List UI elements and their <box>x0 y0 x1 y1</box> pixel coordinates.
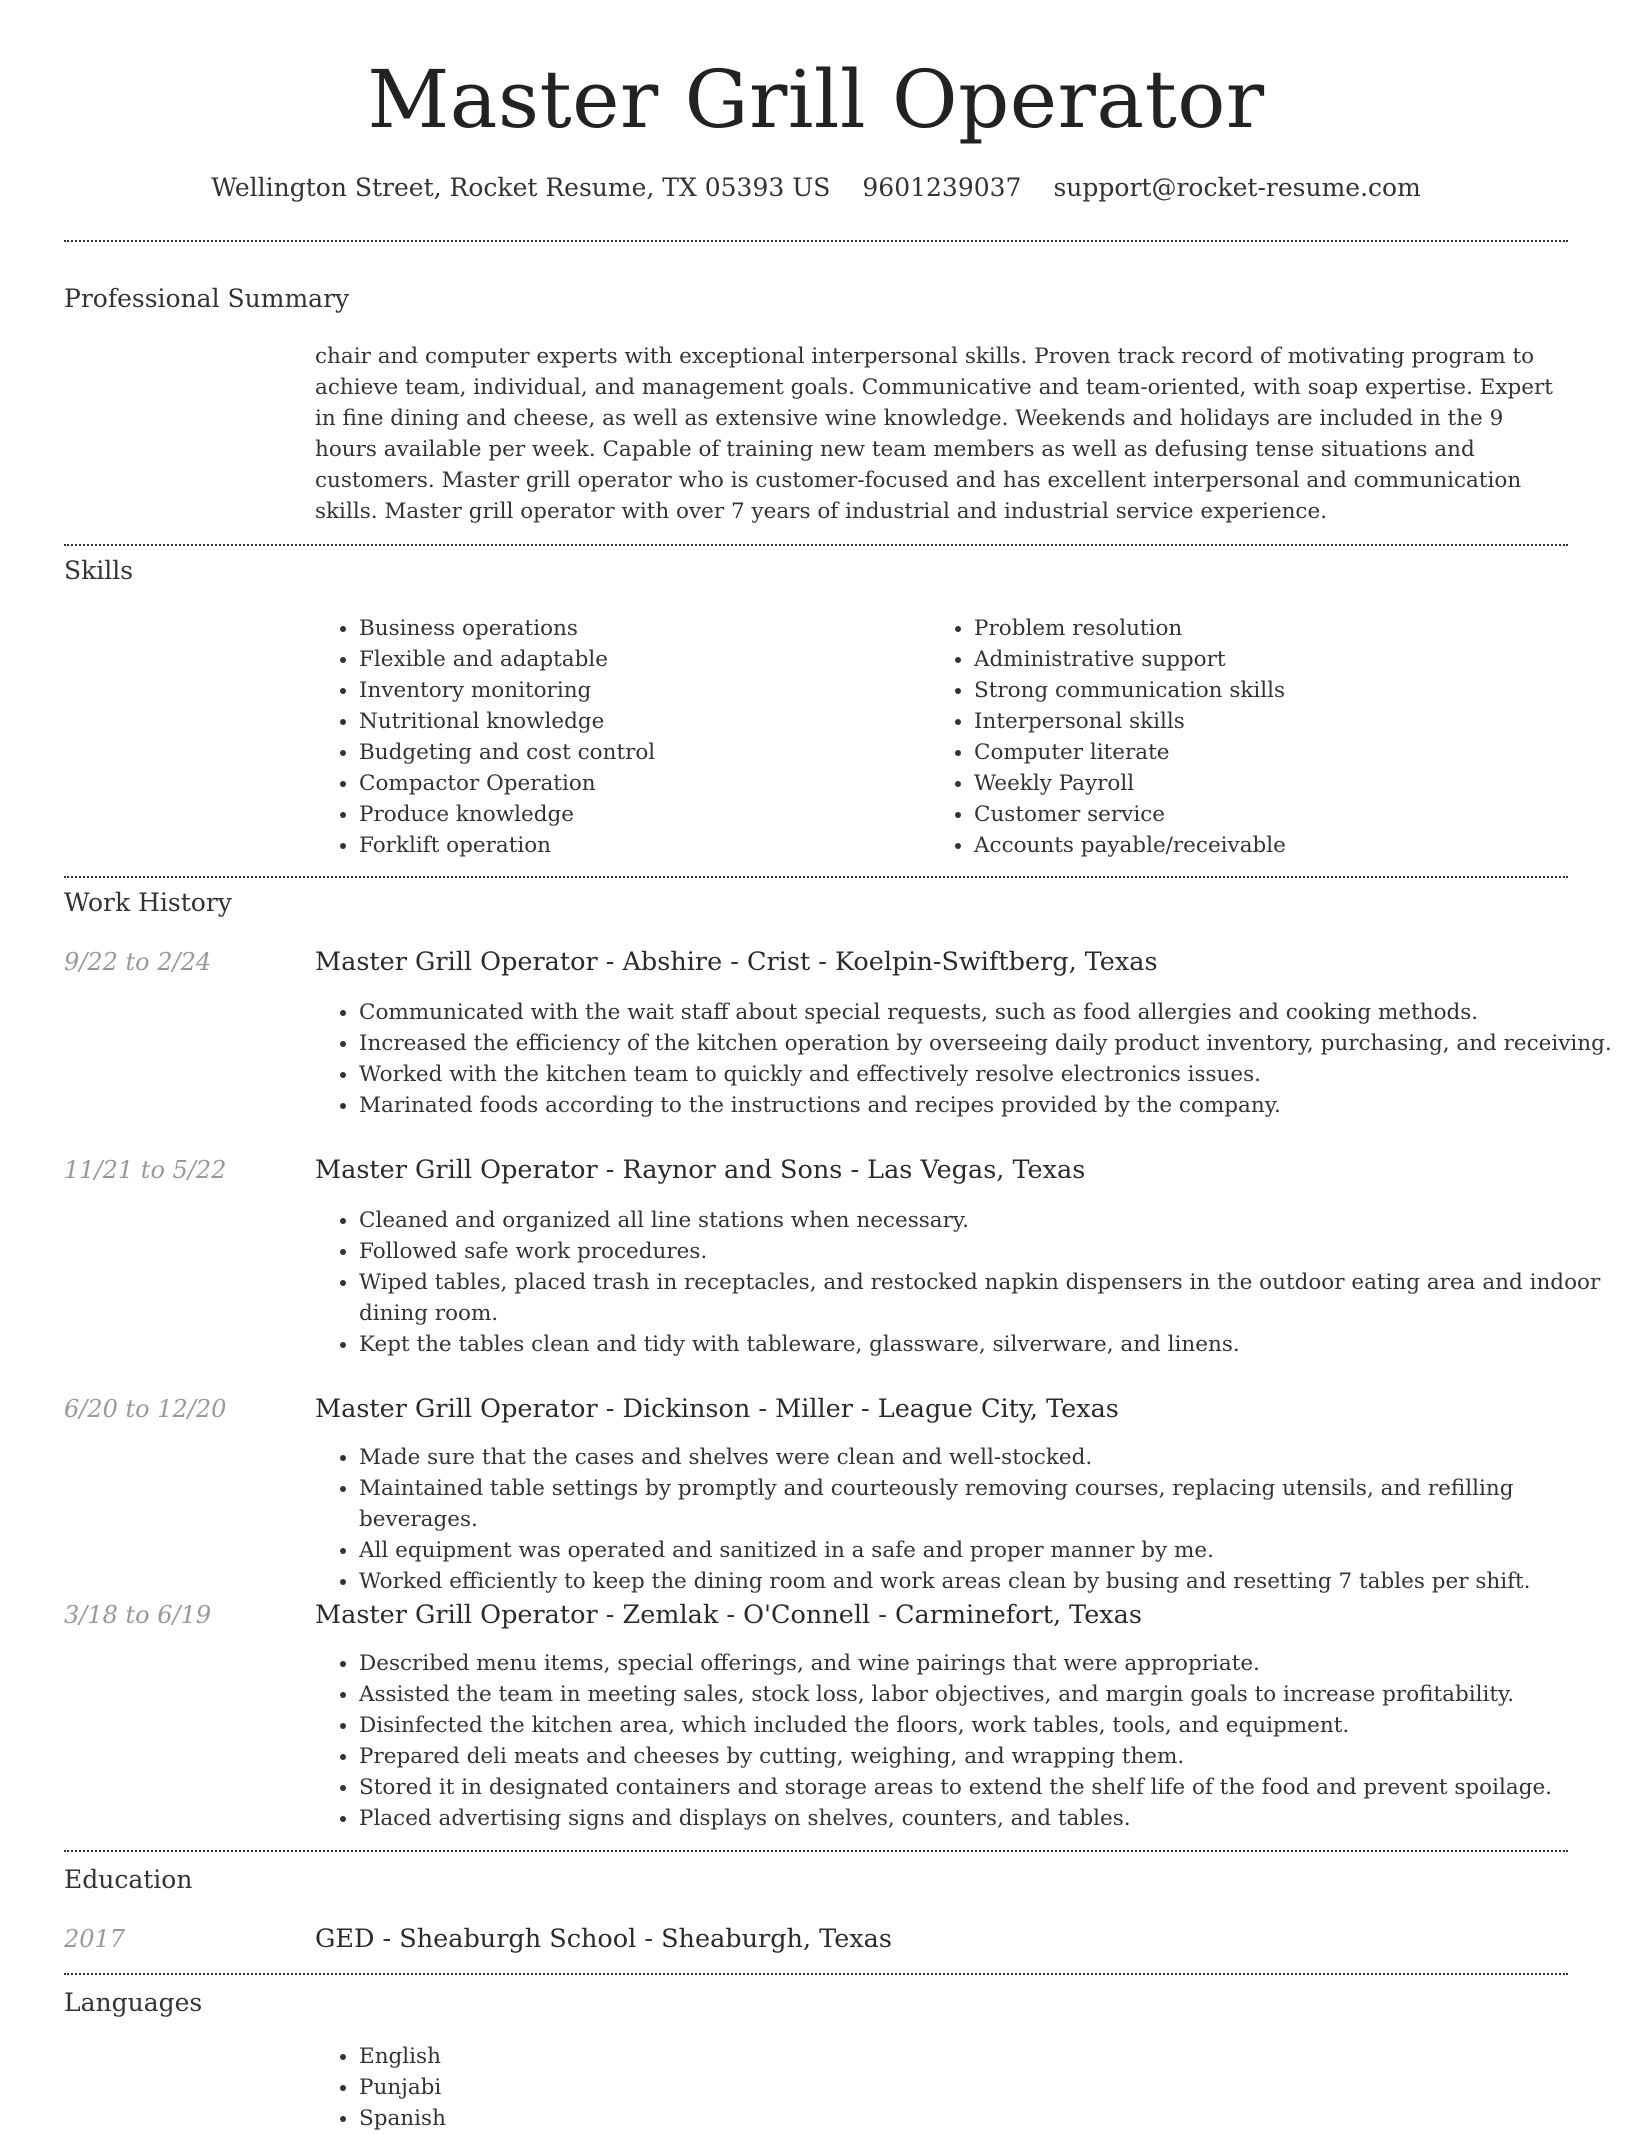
summary-text: chair and computer experts with exceptional interpersonal skills. Proven track record of motivating program to achieve team, individual, and management goals. Communicative and team-oriented, with soap expertise. Expert in fine dining and cheese, as well as extensive wine knowledge. Weekends and holidays are included in the 9 hours available per week. Capable of training new team members as well as defusing tense situations and customers. Master grill operator who is customer-focused and has excellent interpersonal and communication skills. Master grill operator with over 7 years of industrial and industrial service experience. <box>315 344 1553 524</box>
education-heading: Education <box>64 1865 193 1894</box>
skill-item: • Problem resolution <box>974 613 1574 644</box>
work-heading: Work History <box>64 888 232 917</box>
job-bullet: • Prepared deli meats and cheeses by cutting, weighing, and wrapping them. <box>359 1741 1619 1772</box>
education-entry: GED - Sheaburgh School - Sheaburgh, Texas <box>315 1924 892 1954</box>
job-title: Master Grill Operator - Zemlak - O'Connell - Carminefort, Texas <box>315 1600 1142 1630</box>
job-bullet: • Placed advertising signs and displays on shelves, counters, and tables. <box>359 1803 1619 1834</box>
job-bullet: • Worked efficiently to keep the dining room and work areas clean by busing and resetting 7 tables per shift. <box>359 1566 1619 1597</box>
job-bullet: • Stored it in designated containers and storage areas to extend the shelf life of the food and prevent spoilage. <box>359 1772 1619 1803</box>
skill-item: • Business operations <box>359 613 959 644</box>
job-bullet: • Communicated with the wait staff about special requests, such as food allergies and cooking methods. <box>359 997 1619 1028</box>
skills-heading: Skills <box>64 556 134 585</box>
job-bullet: • Increased the efficiency of the kitchen operation by overseeing daily product inventory, purchasing, and receiving. <box>359 1028 1619 1059</box>
job-bullets <box>315 1205 1619 1360</box>
language-item: • Spanish <box>359 2103 1619 2134</box>
skill-item: • Nutritional knowledge <box>359 706 959 737</box>
job-date: 3/18 to 6/19 <box>64 1601 212 1629</box>
skill-item: • Budgeting and cost control <box>359 737 959 768</box>
education-date: 2017 <box>64 1925 126 1953</box>
skill-item: • Produce knowledge <box>359 799 959 830</box>
job-bullet: • Cleaned and organized all line stations when necessary. <box>359 1205 1619 1236</box>
skill-item: • Computer literate <box>974 737 1574 768</box>
job-date: 6/20 to 12/20 <box>64 1395 227 1423</box>
languages-list <box>315 2041 1619 2134</box>
job-bullet: • Maintained table settings by promptly and courteously removing courses, replacing utensils, and refilling beverages. <box>359 1473 1619 1535</box>
job-title: Master Grill Operator - Abshire - Crist - Koelpin-Swiftberg, Texas <box>315 947 1158 977</box>
languages-heading: Languages <box>64 1988 203 2017</box>
skill-item: • Accounts payable/receivable <box>974 830 1574 861</box>
job-title: Master Grill Operator - Raynor and Sons - Las Vegas, Texas <box>315 1155 1086 1185</box>
job-bullet: • Worked with the kitchen team to quickly and effectively resolve electronics issues. <box>359 1059 1619 1090</box>
job-bullets <box>315 997 1619 1121</box>
job-bullets <box>315 1442 1619 1597</box>
language-item: • Punjabi <box>359 2072 1619 2103</box>
skill-item: • Administrative support <box>974 644 1574 675</box>
job-bullets <box>315 1648 1619 1834</box>
skill-item: • Strong communication skills <box>974 675 1574 706</box>
section-divider <box>64 1973 1568 1975</box>
skill-item: • Flexible and adaptable <box>359 644 959 675</box>
job-date: 11/21 to 5/22 <box>64 1156 227 1184</box>
skills-list-left <box>315 613 959 861</box>
language-item: • English <box>359 2041 1619 2072</box>
job-bullet: • Wiped tables, placed trash in receptacles, and restocked napkin dispensers in the outdoor eating area and indoor dining room. <box>359 1267 1619 1329</box>
skill-item: • Inventory monitoring <box>359 675 959 706</box>
job-title: Master Grill Operator - Dickinson - Miller - League City, Texas <box>315 1394 1119 1424</box>
contact-address: Wellington Street, Rocket Resume, TX 05393 US <box>211 173 831 202</box>
job-bullet: • Made sure that the cases and shelves were clean and well-stocked. <box>359 1442 1619 1473</box>
section-divider <box>64 1850 1568 1852</box>
job-bullet: • All equipment was operated and sanitized in a safe and proper manner by me. <box>359 1535 1619 1566</box>
skill-item: • Forklift operation <box>359 830 959 861</box>
section-divider <box>64 240 1568 242</box>
job-bullet: • Assisted the team in meeting sales, stock loss, labor objectives, and margin goals to increase profitability. <box>359 1679 1619 1710</box>
skill-item: • Interpersonal skills <box>974 706 1574 737</box>
section-divider <box>64 876 1568 878</box>
contact-line <box>0 170 1632 206</box>
skill-item: • Compactor Operation <box>359 768 959 799</box>
job-bullet: • Followed safe work procedures. <box>359 1236 1619 1267</box>
skill-item: • Weekly Payroll <box>974 768 1574 799</box>
job-bullet: • Described menu items, special offerings, and wine pairings that were appropriate. <box>359 1648 1619 1679</box>
job-date: 9/22 to 2/24 <box>64 948 212 976</box>
job-bullet: • Disinfected the kitchen area, which included the floors, work tables, tools, and equipment. <box>359 1710 1619 1741</box>
job-bullet: • Marinated foods according to the instructions and recipes provided by the company. <box>359 1090 1619 1121</box>
contact-phone: 9601239037 <box>862 173 1022 202</box>
resume-name: Master Grill Operator <box>367 53 1265 146</box>
section-divider <box>64 544 1568 546</box>
summary-heading: Professional Summary <box>64 284 350 313</box>
contact-email: support@rocket-resume.com <box>1053 173 1421 202</box>
job-bullet: • Kept the tables clean and tidy with tableware, glassware, silverware, and linens. <box>359 1329 1619 1360</box>
skills-list-right <box>930 613 1574 861</box>
skill-item: • Customer service <box>974 799 1574 830</box>
